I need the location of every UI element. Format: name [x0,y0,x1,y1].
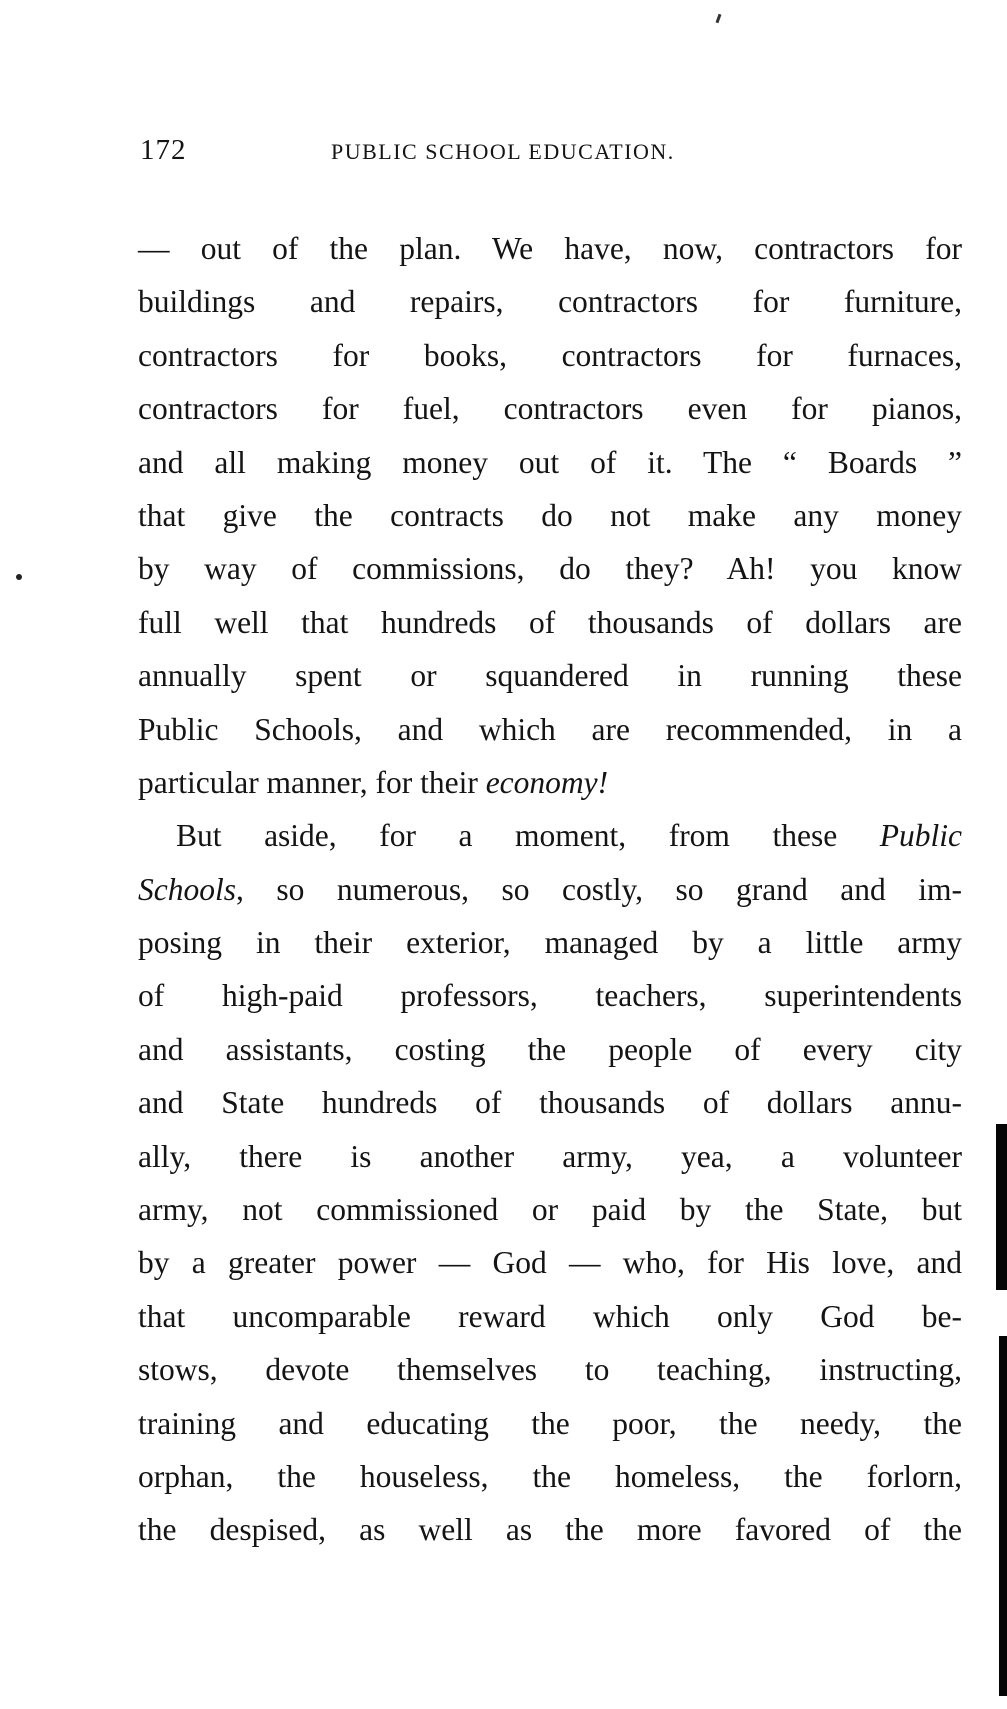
text-line: posing in their exterior, managed by a little army [138,925,962,961]
text-line: and assistants, costing the people of every city [138,1031,962,1067]
paragraph-2 [138,809,962,1556]
text-line: — out of the plan. We have, now, contractors for [138,231,962,266]
page-edge-shadow [996,1124,1007,1290]
text-line: contractors for fuel, contractors even for pianos, [138,391,962,427]
emphasis-public: Public [879,818,962,854]
text-line: Public Schools, and which are recommended, in a [138,711,962,747]
paragraph-1 [138,222,962,809]
text-line: stows, devote themselves to teaching, instructing, [138,1352,962,1388]
text-line: ally, there is another army, yea, a volunteer [138,1138,962,1174]
emphasis-schools: Schools [138,871,236,907]
text-line: orphan, the houseless, the homeless, the forlorn, [138,1458,962,1494]
text-line: that uncomparable reward which only God be- [138,1298,962,1334]
page-header [140,134,960,184]
running-head: PUBLIC SCHOOL EDUCATION. [331,139,675,164]
ink-speck [716,14,722,23]
text-line [138,863,962,916]
text-fragment: But aside, for a moment, from these [176,818,880,854]
emphasis-economy: economy! [485,764,609,800]
page-number: 172 [140,134,187,166]
margin-dot [16,574,22,580]
text-line [138,809,962,862]
text-fragment: , so numerous, so costly, so grand and im- [236,871,962,907]
text-line: that give the contracts do not make any money [138,497,962,533]
text-line: contractors for books, contractors for furnaces, [138,337,962,373]
text-line: annually spent or squandered in running these [138,658,962,694]
text-fragment: particular manner, for their [138,764,486,800]
text-line: and all making money out of it. The “ Boards ” [138,444,962,480]
text-line: by way of commissions, do they? Ah! you know [138,551,962,587]
page-edge-shadow [999,1336,1007,1696]
text-line: buildings and repairs, contractors for furniture, [138,284,962,320]
text-line: and State hundreds of thousands of dollars annu- [138,1085,962,1121]
text-line: by a greater power — God — who, for His love, and [138,1245,962,1281]
text-line: full well that hundreds of thousands of dollars are [138,604,962,640]
text-line: of high-paid professors, teachers, superintendents [138,978,962,1014]
text-line: the despised, as well as the more favored of the [138,1512,962,1548]
body-text [138,222,962,1557]
text-line [138,756,962,809]
text-line: army, not commissioned or paid by the State, but [138,1192,962,1228]
text-line: training and educating the poor, the needy, the [138,1405,962,1441]
